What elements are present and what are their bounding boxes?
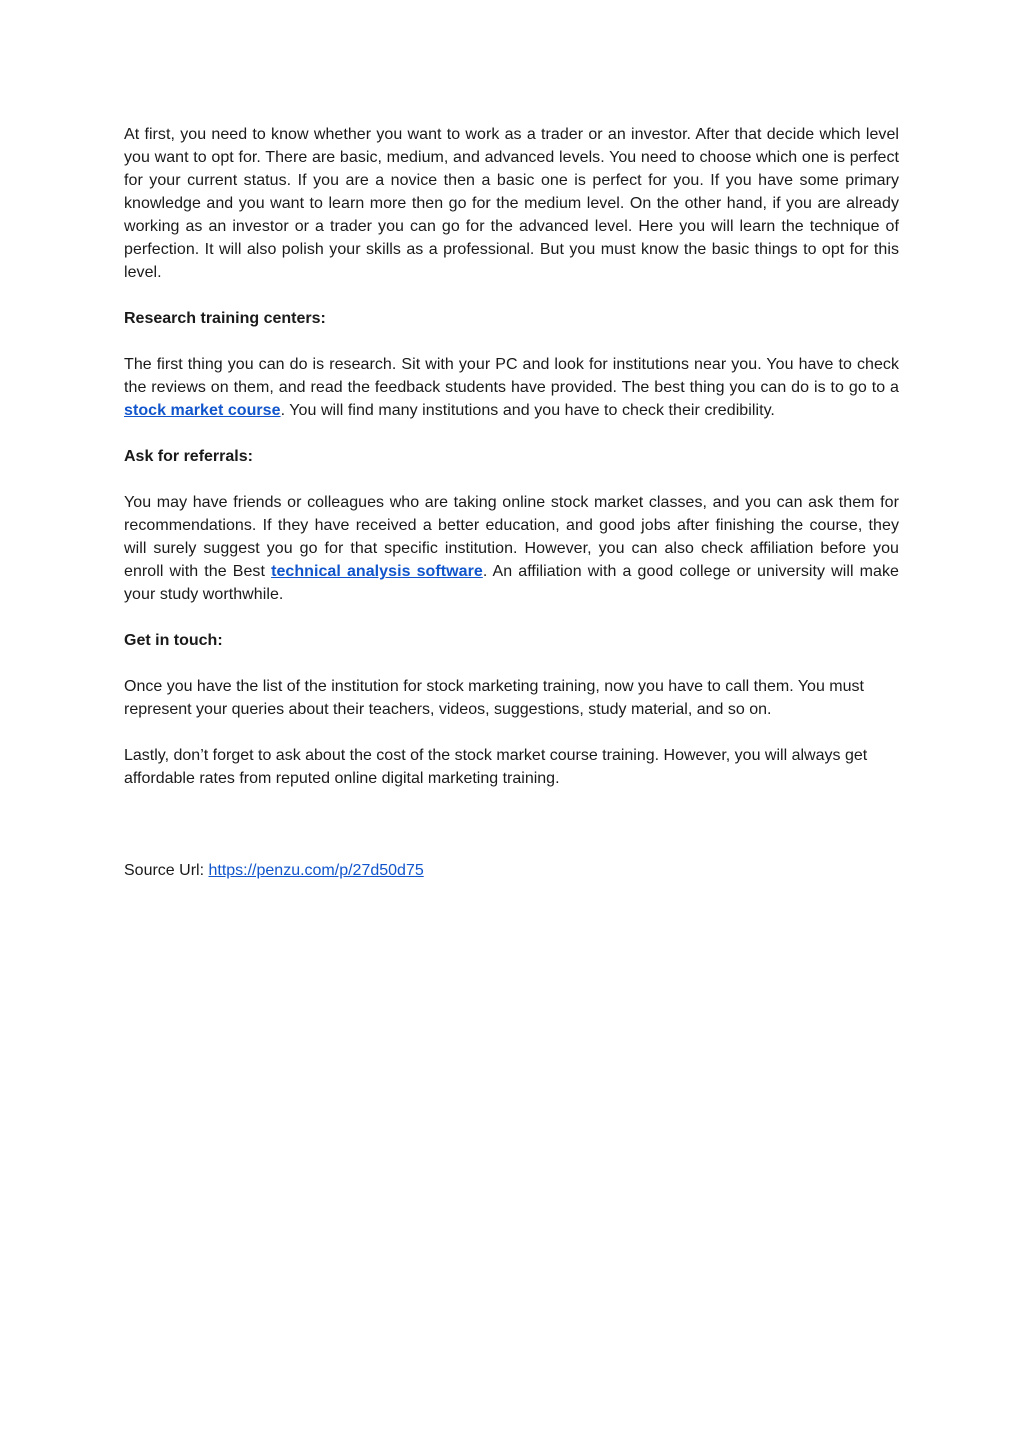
research-heading: Research training centers:: [124, 310, 326, 327]
intro-paragraph: At first, you need to know whether you want to work as a trader or an investor. After that decide which level you want to opt for. There are basic, medium, and advanced levels. You need to choose which one is perfect for your current status. If you are a novice then a basic one is perfect for you. If you have some primary knowledge and you want to learn more then go for the medium level. On the other hand, if you are already working as an investor or a trader you can go for the advanced level. Here you will learn the technique of perfection. It will also polish your skills as a professional. But you must know the basic things to opt for this level.: [124, 126, 899, 281]
technical-analysis-software-link[interactable]: technical analysis software: [271, 563, 483, 580]
source-url-link[interactable]: https://penzu.com/p/27d50d75: [208, 862, 424, 879]
referrals-text-after: . An affiliation with a good college or university will make your study worthwhile.: [124, 563, 899, 603]
research-paragraph: [124, 353, 899, 422]
contact-heading: Get in touch:: [124, 632, 223, 649]
stock-market-course-link[interactable]: stock market course: [124, 402, 281, 419]
contact-paragraph-2: Lastly, don’t forget to ask about the cost of the stock market course training. However, you will always get affordable rates from reputed online digital marketing training.: [124, 747, 868, 787]
research-text-after: . You will find many institutions and you have to check their credibility.: [280, 402, 775, 419]
referrals-paragraph: [124, 491, 899, 606]
research-text-before: The first thing you can do is research. Sit with your PC and look for institutions near you. You have to check the reviews on them, and read the feedback students have provided. The best thing you can do is to go to a: [124, 356, 899, 396]
contact-paragraph-1: Once you have the list of the institution for stock marketing training, now you have to call them. You must represent your queries about their teachers, videos, suggestions, study material, and so on.: [124, 678, 864, 718]
referrals-text-before: You may have friends or colleagues who are taking online stock market classes, and you can ask them for recommendations. If they have received a better education, and good jobs after finishing the course, they will surely suggest you go for that specific institution. However, you can also check affiliation before you enroll with the Best: [124, 494, 899, 580]
section-spacer: [124, 813, 899, 859]
referrals-heading: Ask for referrals:: [124, 448, 253, 465]
document-body: [124, 123, 899, 905]
source-label: Source Url:: [124, 862, 209, 879]
source-line: [124, 859, 899, 882]
